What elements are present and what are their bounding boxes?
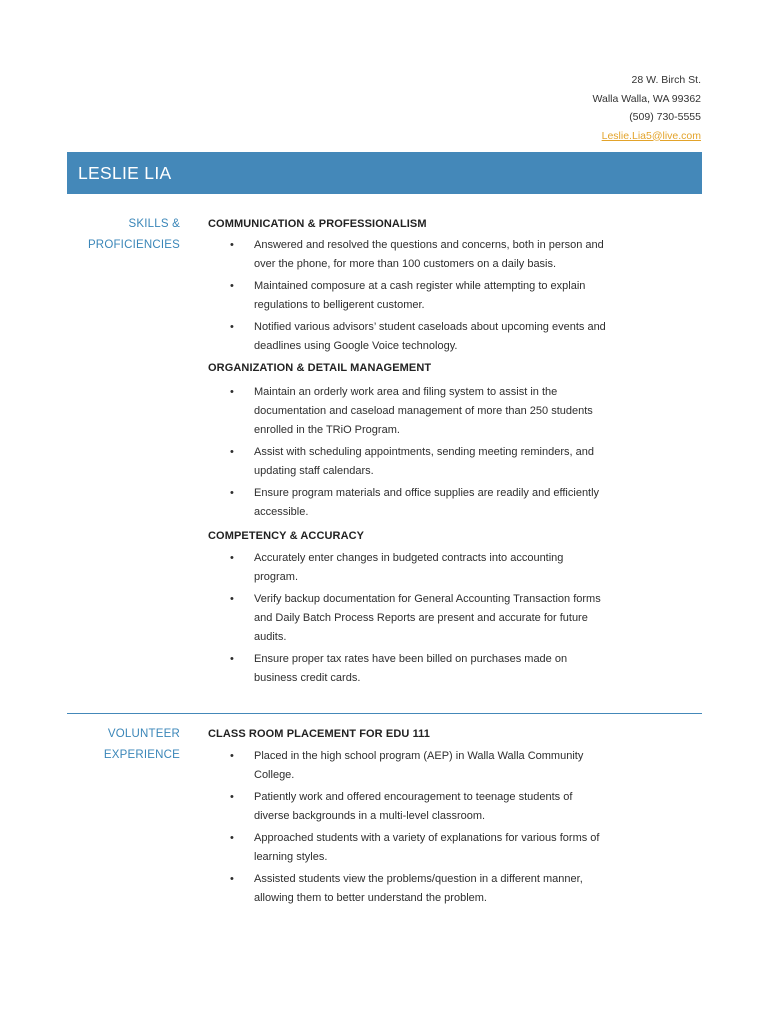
skill-list [208,549,608,688]
contact-phone: (509) 730-5555 [629,111,701,123]
skill-group-heading: ORGANIZATION & DETAIL MANAGEMENT [208,362,432,374]
candidate-name: LESLIE LIA [78,162,172,183]
list-item: • Approached students with a variety of explanations for various forms of learning styles. [230,832,600,863]
contact-block [592,71,701,145]
skill-list [208,236,608,356]
list-item: • Verify backup documentation for General Accounting Transaction forms and Daily Batch Process Reports are present and accurate for future audits. [230,593,601,643]
volunteer-content [208,726,608,908]
section-divider [67,713,702,714]
list-item: • Ensure proper tax rates have been billed on purchases made on business credit cards. [230,653,568,684]
skill-group-organization [208,360,608,522]
list-item: • Answered and resolved the questions and concerns, both in person and over the phone, for more than 100 customers on a daily basis. [230,239,604,270]
list-item: • Patiently work and offered encouragement to teenage students of diverse backgrounds in a multi-level classroom. [230,791,573,822]
list-item: • Assist with scheduling appointments, sending meeting reminders, and updating staff calendars. [230,446,594,477]
contact-city: Walla Walla, WA 99362 [592,92,701,105]
skill-group-heading: COMPETENCY & ACCURACY [208,530,365,542]
list-item: • Accurately enter changes in budgeted contracts into accounting program. [230,552,564,583]
skills-content [208,216,608,688]
list-item: • Ensure program materials and office supplies are readily and efficiently accessible. [230,487,600,518]
skills-section-label: SKILLS & PROFICIENCIES [87,218,180,251]
list-item: • Maintained composure at a cash register while attempting to explain regulations to belligerent customer. [230,280,586,311]
list-item: • Maintain an orderly work area and filing system to assist in the documentation and caseload management of more than 250 students enrolled in the TRiO Program. [230,386,593,436]
list-item: • Notified various advisors’ student caseloads about upcoming events and deadlines using Google Voice technology. [230,321,606,352]
list-item: • Assisted students view the problems/question in a different manner, allowing them to better understand the problem. [230,873,583,904]
volunteer-list [208,747,608,908]
contact-email-link[interactable]: Leslie.Lia5@live.com [601,129,701,142]
name-banner [67,152,702,194]
skill-list [208,383,608,522]
contact-street: 28 W. Birch St. [631,74,701,86]
volunteer-section-label: VOLUNTEER EXPERIENCE [103,728,180,761]
skill-group-communication [208,216,608,356]
list-item: • Placed in the high school program (AEP) in Walla Walla Community College. [230,750,584,781]
volunteer-group-heading: CLASS ROOM PLACEMENT FOR EDU 111 [208,728,431,740]
skill-group-heading: COMMUNICATION & PROFESSIONALISM [208,218,427,230]
skill-group-competency [208,528,608,688]
